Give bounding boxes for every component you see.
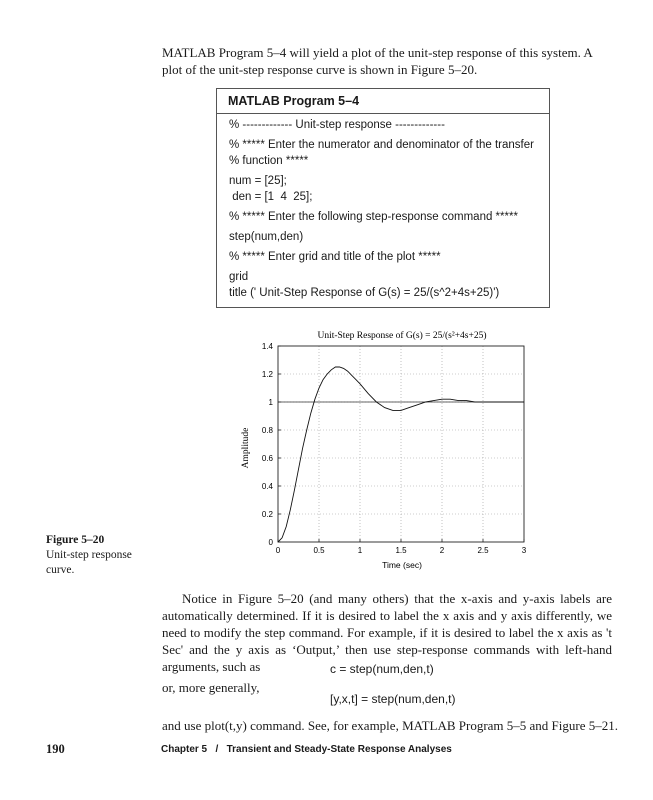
y-axis-label: Amplitude [241, 427, 251, 469]
x-tick-label: 0 [275, 546, 281, 555]
program-code [217, 114, 549, 301]
x-tick-label: 1.5 [395, 546, 407, 555]
code-line: % ***** Enter the numerator and denominator of the transfer [229, 139, 534, 151]
plot-frame [278, 346, 524, 542]
code-line: num = [25]; [229, 175, 287, 187]
y-tick-label: 1.2 [261, 370, 273, 379]
y-tick-label: 0.4 [261, 482, 273, 491]
matlab-program-box [216, 88, 550, 308]
body-paragraph: Notice in Figure 5–20 (and many others) that the x-axis and y-axis labels are automatically determined. If it is desired to label the x axis and y axis differently, we need to modify the step command. For example, if it is desired to label the x axis as 't Sec' and the y axis as ‘Output,’ then use step-response commands with left-hand arguments, such as [162, 591, 612, 674]
y-tick-label: 0 [268, 538, 273, 547]
plot-area [262, 342, 527, 555]
y-tick-label: 1 [268, 398, 273, 407]
or-text: or, more generally, [162, 680, 260, 695]
code-line: % function ***** [229, 155, 309, 167]
code-line: step(num,den) [229, 231, 304, 243]
x-tick-label: 2 [439, 546, 445, 555]
y-tick-label: 0.6 [261, 454, 273, 463]
figure-caption-text: Unit-step response curve. [46, 549, 132, 576]
code-line: grid [229, 271, 249, 283]
page-number: 190 [46, 742, 65, 756]
chart-title: Unit-Step Response of G(s) = 25/(s²+4s+25) [317, 331, 487, 341]
code-line: % ***** Enter grid and title of the plot ***** [229, 251, 441, 263]
x-tick-label: 3 [521, 546, 527, 555]
intro-paragraph: MATLAB Program 5–4 will yield a plot of the unit-step response of this system. A plot of the unit-step response curve is shown in Figure 5–20. [162, 45, 593, 77]
figure-label: Figure 5–20 [46, 534, 105, 546]
x-tick-label: 2.5 [477, 546, 489, 555]
program-title: MATLAB Program 5–4 [217, 89, 549, 114]
y-tick-label: 1.4 [261, 342, 273, 351]
x-tick-label: 1 [357, 546, 363, 555]
step-response-chart [232, 325, 542, 580]
running-head: Chapter 5 / Transient and Steady-State Response Analyses [161, 744, 452, 755]
code-line: % ------------- Unit-step response ------------- [229, 119, 445, 131]
code-line: title (' Unit-Step Response of G(s) = 25/(s^2+4s+25)') [229, 287, 500, 299]
x-tick-label: 0.5 [313, 546, 325, 555]
y-tick-label: 0.8 [261, 426, 273, 435]
x-axis-label: Time (sec) [382, 560, 422, 570]
code-line: % ***** Enter the following step-response command ***** [229, 211, 518, 223]
code-line: den = [1 4 25]; [229, 191, 313, 203]
y-tick-label: 0.2 [261, 510, 273, 519]
figure-caption [46, 533, 156, 578]
equation-1: c = step(num,den,t) [330, 662, 434, 676]
closing-text: and use plot(t,y) command. See, for example, MATLAB Program 5–5 and Figure 5–21. [162, 718, 618, 733]
equation-2: [y,x,t] = step(num,den,t) [330, 692, 456, 706]
